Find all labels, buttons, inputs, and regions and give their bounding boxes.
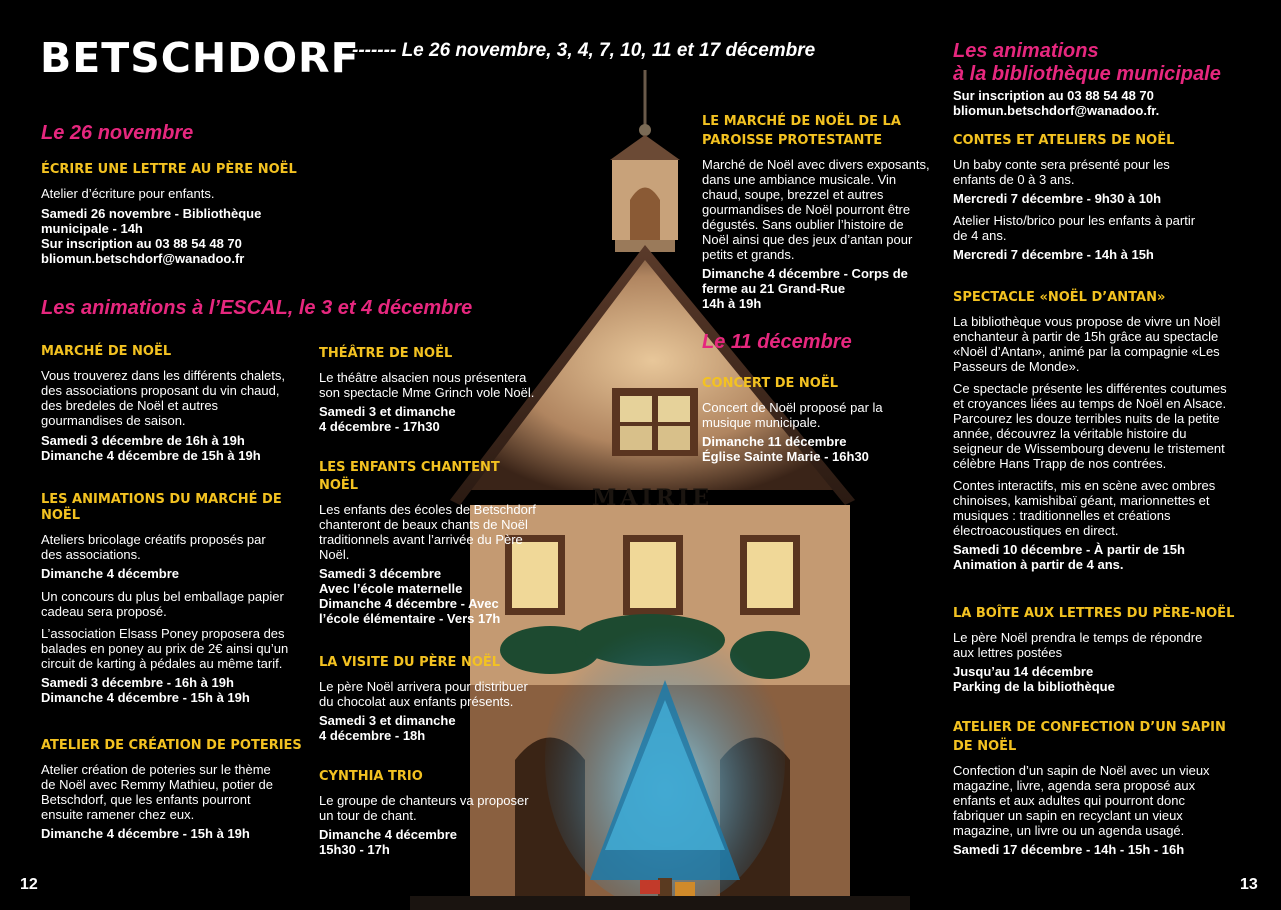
- event-desc-line: électroacoustiques en direct.: [953, 523, 1119, 538]
- building-sign: MAIRIE: [592, 485, 714, 511]
- event-desc-line: circuit de karting à pédales au même tarif.: [41, 656, 283, 671]
- event-desc-line: Un baby conte sera présenté pour les: [953, 157, 1170, 172]
- event-when: Samedi 3 décembre: [319, 566, 442, 581]
- event-desc-line: du chocolat aux enfants présents.: [319, 694, 514, 709]
- event-when: Dimanche 11 décembre: [702, 434, 847, 449]
- event-desc-line: La bibliothèque vous propose de vivre un Noël: [953, 314, 1221, 329]
- event-desc-line: Le père Noël prendra le temps de répondre: [953, 630, 1203, 645]
- event-desc-line: traditionnels avant l’arrivée du Père: [319, 532, 523, 547]
- event-title-line: DE NOËL: [953, 739, 1017, 754]
- event-desc-line: Le théâtre alsacien nous présentera: [319, 370, 527, 385]
- event-contes: [953, 131, 1243, 262]
- page-number-right: 13: [1240, 876, 1258, 893]
- event-letter: [41, 160, 301, 266]
- event-desc-line: Atelier création de poteries sur le thème: [41, 762, 271, 777]
- event-desc-line: célèbre Hans Trapp de nos contrées.: [953, 456, 1167, 471]
- event-when: Samedi 17 décembre - 14h - 15h - 16h: [953, 842, 1185, 857]
- library-header: [953, 40, 1253, 118]
- event-title: THÉÂTRE DE NOËL: [319, 346, 453, 361]
- library-heading-line: à la bibliothèque municipale: [953, 63, 1221, 85]
- event-desc-line: Confection d’un sapin de Noël avec un vieux: [953, 763, 1210, 778]
- event-theatre: [319, 344, 549, 434]
- event-where: Église Sainte Marie - 16h30: [702, 449, 869, 464]
- event-desc-line: et croyances liées au temps de Noël en Alsace.: [953, 396, 1227, 411]
- event-when: Samedi 3 et dimanche: [319, 713, 456, 728]
- event-desc-line: petits et grands.: [702, 247, 795, 262]
- event-desc-line: un tour de chant.: [319, 808, 417, 823]
- event-where: Parking de la bibliothèque: [953, 679, 1115, 694]
- event-title: LA BOÎTE AUX LETTRES DU PÈRE-NOËL: [953, 606, 1235, 621]
- event-title-line: LE MARCHÉ DE NOËL DE LA: [702, 114, 901, 129]
- event-desc-line: L’association Elsass Poney proposera des: [41, 626, 285, 641]
- section-heading-26-nov: Le 26 novembre: [41, 122, 194, 144]
- event-desc-line: cadeau sera proposé.: [41, 604, 167, 619]
- page-title: BETSCHDORF: [40, 34, 360, 82]
- event-title: ÉCRIRE UNE LETTRE AU PÈRE NOËL: [41, 162, 297, 177]
- event-desc-line: magazine, un livre ou un agenda usagé.: [953, 823, 1185, 838]
- event-when: Dimanche 4 décembre - Avec: [319, 596, 499, 611]
- event-desc-line: musique municipale.: [702, 415, 821, 430]
- event-title: ATELIER DE CRÉATION DE POTERIES: [41, 738, 302, 753]
- event-title: CONCERT DE NOËL: [702, 376, 839, 391]
- event-desc-line: enfants et aux adultes qui pourront donc: [953, 793, 1185, 808]
- section-heading-11-dec: Le 11 décembre: [702, 331, 852, 353]
- library-heading-line: Les animations: [953, 40, 1099, 62]
- event-desc-line: musiques : traditionnelles et créations: [953, 508, 1171, 523]
- event-desc-line: des bredeles de Noël et autres: [41, 398, 219, 413]
- event-market: [41, 342, 299, 463]
- event-desc-line: Contes interactifs, mis en scène avec ombres: [953, 478, 1216, 493]
- library-phone: Sur inscription au 03 88 54 48 70: [953, 88, 1154, 103]
- event-desc-line: Parcourez les douze terribles nuits de la petite: [953, 411, 1220, 426]
- event-desc-line: de Noël avec Remmy Mathieu, potier de: [41, 777, 273, 792]
- event-desc-line: Marché de Noël avec divers exposants,: [702, 157, 930, 172]
- event-when: Dimanche 4 décembre - 15h à 19h: [41, 826, 250, 841]
- event-desc-line: ensuite ramener chez eux.: [41, 807, 195, 822]
- event-desc-line: «Noël d’Antan», animé par la compagnie «Les: [953, 344, 1220, 359]
- event-desc: Atelier d’écriture pour enfants.: [41, 186, 215, 201]
- event-desc-line: Un concours du plus bel emballage papier: [41, 589, 284, 604]
- event-when: Mercredi 7 décembre - 14h à 15h: [953, 247, 1154, 262]
- event-desc-line: Passeurs de Monde».: [953, 359, 1080, 374]
- event-when: Samedi 3 décembre de 16h à 19h: [41, 433, 245, 448]
- event-desc-line: Noël.: [319, 547, 350, 562]
- event-desc-line: Le groupe de chanteurs va proposer: [319, 793, 529, 808]
- event-desc-line: aux lettres postées: [953, 645, 1063, 660]
- library-email: bliomun.betschdorf@wanadoo.fr.: [953, 103, 1160, 118]
- event-title-line: LES ANIMATIONS DU MARCHÉ DE: [41, 492, 282, 507]
- event-market-animations: [41, 490, 303, 705]
- event-cynthia-trio: [319, 767, 549, 857]
- event-title: SPECTACLE «NOËL D’ANTAN»: [953, 290, 1166, 305]
- event-when: Jusqu’au 14 décembre: [953, 664, 1094, 679]
- event-pottery: [41, 736, 303, 841]
- event-desc-line: de 4 ans.: [953, 228, 1007, 243]
- event-title: MARCHÉ DE NOËL: [41, 344, 172, 359]
- event-title: LA VISITE DU PÈRE NOËL: [319, 655, 501, 670]
- event-desc-line: gourmandises de Noël pourront être: [702, 202, 911, 217]
- event-desc-line: seigneur de Wissembourg devenu le tristement: [953, 441, 1225, 456]
- event-title-line: ATELIER DE CONFECTION D’UN SAPIN: [953, 720, 1226, 735]
- event-when: Avec l’école maternelle: [319, 581, 463, 596]
- event-desc-line: son spectacle Mme Grinch vole Noël.: [319, 385, 535, 400]
- event-desc-line: chanteront de beaux chants de Noël: [319, 517, 528, 532]
- event-title-line: NOËL: [319, 478, 359, 493]
- event-desc-line: Betschdorf, que les enfants pourront: [41, 792, 251, 807]
- event-desc-line: dégustés. Sans oublier l’histoire de: [702, 217, 904, 232]
- event-title-line: LES ENFANTS CHANTENT: [319, 460, 500, 475]
- event-when: 15h30 - 17h: [319, 842, 390, 857]
- event-desc-line: chaud, soupe, brezzel et autres: [702, 187, 884, 202]
- event-audience: Animation à partir de 4 ans.: [953, 557, 1124, 572]
- event-desc-line: Vous trouverez dans les différents chalets,: [41, 368, 286, 383]
- event-phone: Sur inscription au 03 88 54 48 70: [41, 236, 242, 251]
- event-where: municipale - 14h: [41, 221, 143, 236]
- event-desc-line: des associations proposant du vin chaud,: [41, 383, 280, 398]
- event-desc-line: magazine, livre, agenda sera proposé aux: [953, 778, 1196, 793]
- event-when: 14h à 19h: [702, 296, 762, 311]
- event-desc-line: Les enfants des écoles de Betschdorf: [319, 502, 536, 517]
- event-title-line: NOËL: [41, 508, 81, 523]
- event-desc-line: année, découvrez la véritable histoire du: [953, 426, 1187, 441]
- event-desc-line: fabriquer un sapin en recyclant un vieux: [953, 808, 1183, 823]
- event-kids-sing: [319, 458, 549, 626]
- event-when: l’école élémentaire - Vers 17h: [319, 611, 501, 626]
- event-desc-line: Ce spectacle présente les différentes coutumes: [953, 381, 1227, 396]
- event-letter-box: [953, 604, 1243, 694]
- event-title-line: PAROISSE PROTESTANTE: [702, 133, 883, 148]
- event-when: 4 décembre - 17h30: [319, 419, 440, 434]
- event-desc-line: dans une ambiance musicale. Vin: [702, 172, 897, 187]
- event-when: Samedi 3 et dimanche: [319, 404, 456, 419]
- dates-banner: ------- Le 26 novembre, 3, 4, 7, 10, 11 et 17 décembre: [352, 40, 816, 61]
- event-when: Samedi 3 décembre - 16h à 19h: [41, 675, 234, 690]
- event-desc-line: Atelier Histo/brico pour les enfants à partir: [953, 213, 1196, 228]
- event-desc-line: Le père Noël arrivera pour distribuer: [319, 679, 528, 694]
- event-when: Mercredi 7 décembre - 9h30 à 10h: [953, 191, 1162, 206]
- event-concert: [702, 374, 932, 464]
- event-desc-line: enfants de 0 à 3 ans.: [953, 172, 1075, 187]
- event-desc-line: Ateliers bricolage créatifs proposés par: [41, 532, 266, 547]
- event-where: ferme au 21 Grand-Rue: [702, 281, 846, 296]
- event-santa-visit: [319, 653, 549, 743]
- event-desc-line: Noël ainsi que des jeux d’antan pour: [702, 232, 913, 247]
- event-title: CYNTHIA TRIO: [319, 769, 423, 784]
- event-when: Samedi 10 décembre - À partir de 15h: [953, 542, 1185, 557]
- event-when: Dimanche 4 décembre - 15h à 19h: [41, 690, 250, 705]
- event-tree-workshop: [953, 718, 1243, 857]
- event-email: bliomun.betschdorf@wanadoo.fr: [41, 251, 245, 266]
- event-protestant-market: [702, 112, 932, 311]
- event-desc-line: chinoises, kamishibaï géant, marionnettes et: [953, 493, 1210, 508]
- event-desc-line: Concert de Noël proposé par la: [702, 400, 883, 415]
- event-when: Dimanche 4 décembre - Corps de: [702, 266, 908, 281]
- event-when: 4 décembre - 18h: [319, 728, 426, 743]
- event-desc-line: gourmandises de saison.: [41, 413, 186, 428]
- event-title: CONTES ET ATELIERS DE NOËL: [953, 133, 1175, 148]
- event-when: Samedi 26 novembre - Bibliothèque: [41, 206, 262, 221]
- event-when: Dimanche 4 décembre: [319, 827, 458, 842]
- event-when: Dimanche 4 décembre: [41, 566, 180, 581]
- section-heading-escal: Les animations à l’ESCAL, le 3 et 4 décembre: [41, 297, 473, 319]
- event-when: Dimanche 4 décembre de 15h à 19h: [41, 448, 261, 463]
- event-desc-line: des associations.: [41, 547, 141, 562]
- event-desc-line: balades en poney au prix de 2€ ainsi qu’un: [41, 641, 289, 656]
- event-desc-line: enchanteur à partir de 15h grâce au spectacle: [953, 329, 1219, 344]
- page-number-left: 12: [20, 876, 38, 893]
- event-noel-antan: [953, 288, 1243, 572]
